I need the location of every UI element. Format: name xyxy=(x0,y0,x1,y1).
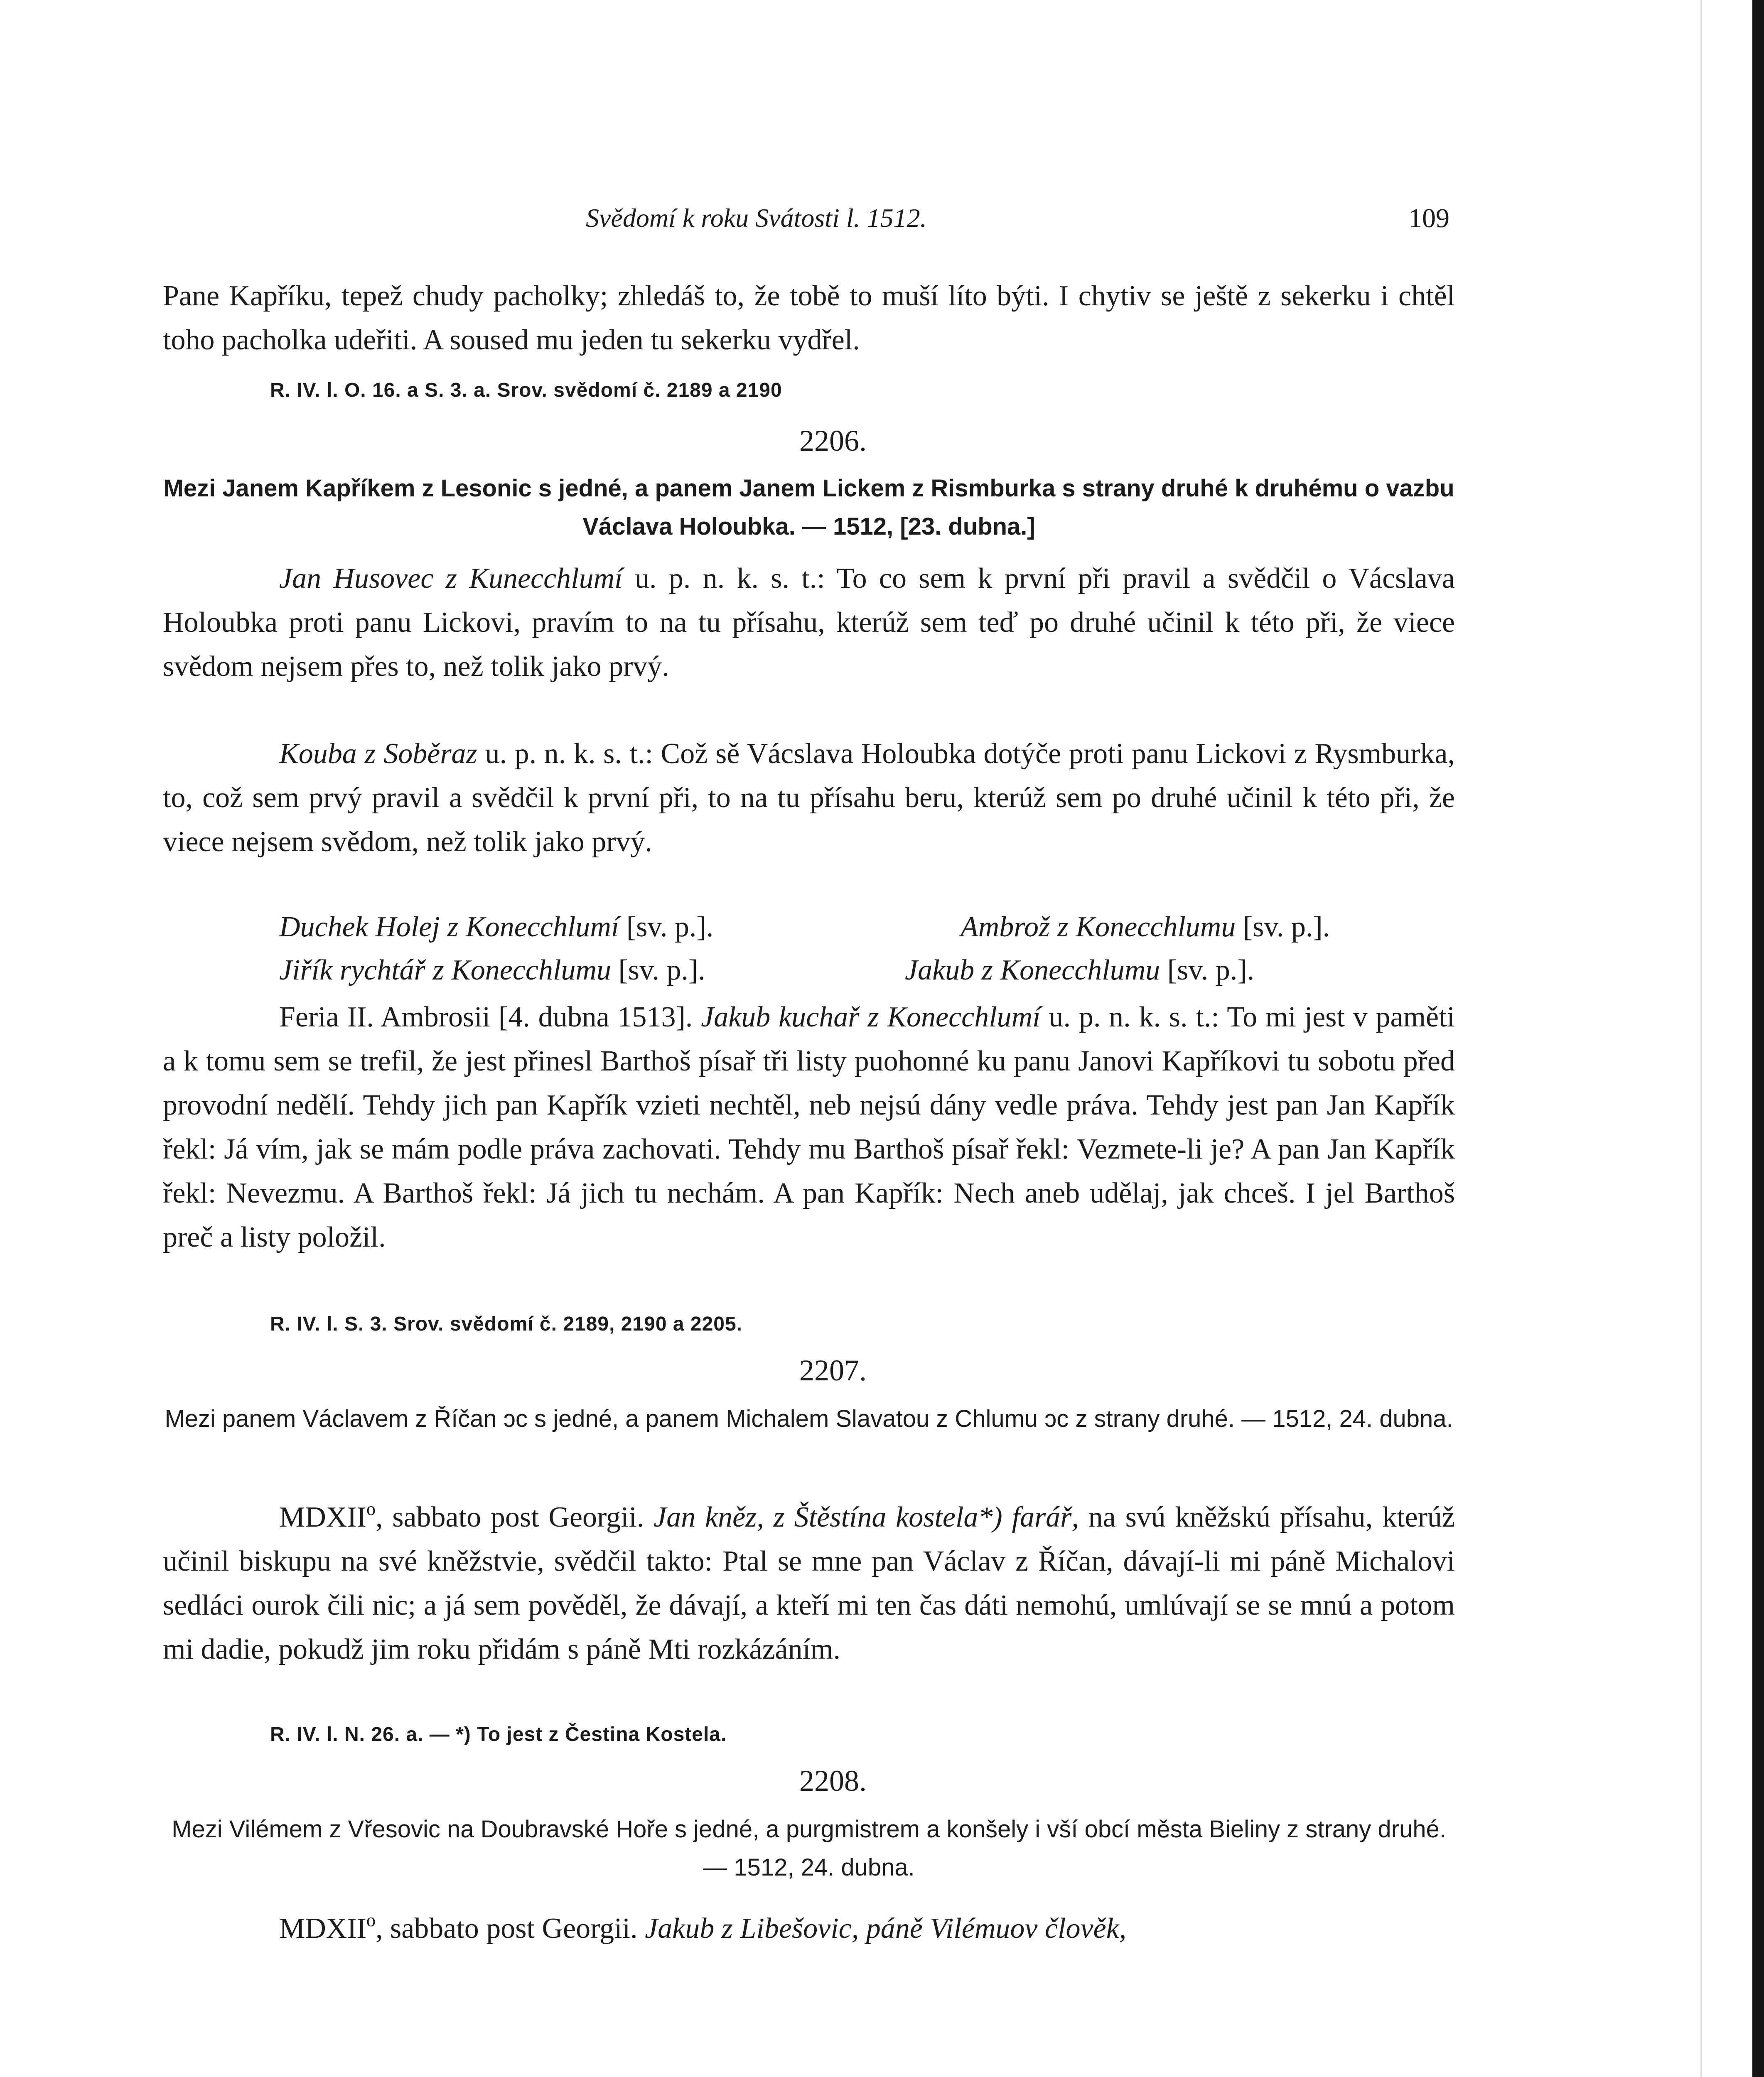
entry-number-2206: 2206. xyxy=(799,424,867,457)
witness-name: Jakub z Libešovic, páně Vilémuov člověk, xyxy=(645,1913,1127,1944)
paragraph-continued: Pane Kapříku, tepež chudy pacholky; zhledáš to, že tobě to muší líto býti. I chytiv se ještě z sekerku i chtěl toho pacholka udeřiti. A soused mu jeden tu sekerku vydřel. xyxy=(163,280,1455,356)
testimony-jan-knez: MDXII$^o$, sabbato post Georgii. Jan kněz, z Štěstína kostela*) farář, na svú kněžskú přísahu, kterúž učinil biskupu na své kněžstvie, svědčil takto: Ptal se mne pan Václav z Říčan, dávají-li mi páně Michalovi sedláci ourok čili nic; a já sem pověděl, že dávají, a kteří mi ten čas dáti nemohú, umlúvají se se mnú a potom mi dadie, pokudž jim roku přidám s páně Mti rozkázáním. xyxy=(163,1499,1455,1665)
testimony-text: u. p. n. k. s. t.: Což sě Vácslava Holoubka dotýče proti panu Lickovi z Rysmburka, to, což sem prvý pravil a svědčil k první při, to na tu přísahu beru, kterúž sem po druhé učinil k této při, že viece nejsem svědom, než tolik jako prvý. xyxy=(163,738,1455,858)
page-edge xyxy=(1700,0,1702,2077)
entry-heading-2207: Mezi panem Václavem z Říčan ɔc s jedné, a panem Michalem Slavatou z Chlumu ɔc z strany druhé. — 1512, 24. dubna. xyxy=(165,1405,1453,1432)
witness-name: Jan Husovec z Kunecchlumí xyxy=(279,562,623,594)
testimony-jakub-libesovic: MDXII$^o$, sabbato post Georgii. Jakub z Libešovic, páně Vilémuov člověk, xyxy=(279,1910,1127,1944)
running-title: Svědomí k roku Svátosti l. 1512. xyxy=(586,203,927,233)
page-number: 109 xyxy=(1408,203,1450,233)
entry-heading-2206: Mezi Janem Kapříkem z Lesonic s jedné, a panem Janem Lickem z Rismburka s strany druhé k druhému o vazbu Václava Holoubka. — 1512, [23. dubna.] xyxy=(163,475,1454,540)
testimony-husovec xyxy=(163,557,1455,689)
witness-list-item: Jakub z Konecchlumu [sv. p.]. xyxy=(905,954,1255,986)
testimony-text: na svú kněžskú přísahu, kterúž učinil biskupu na své kněžstvie, svědčil takto: Ptal se mne pan Václav z Říčan, dávají-li mi páně Michalovi sedláci ourok čili nic; a já sem pověděl, že dávají, a kteří mi ten čas dáti nemohú, umlúvají se se mnú a potom mi dadie, pokudž jim roku přidám s páně Mti rozkázáním. xyxy=(163,1501,1455,1665)
witness-name: Kouba z Soběraz xyxy=(279,738,477,770)
source-note: R. IV. l. S. 3. Srov. svědomí č. 2189, 2190 a 2205. xyxy=(270,1313,742,1335)
entry-number-2208: 2208. xyxy=(799,1764,867,1797)
testimony-kouba xyxy=(163,732,1455,864)
testimony-text: u. p. n. k. s. t.: To mi jest v paměti a k tomu sem se trefil, že jest přinesl Barthoš písař tři listy puohonné ku panu Janovi Kapříkovi tu sobotu před provodní nedělí. Tehdy jich pan Kapřík vzieti nechtěl, neb nejsú dány vedle práva. Tehdy jest pan Jan Kapřík řekl: Já vím, jak se mám podle práva zachovati. Tehdy mu Barthoš písař řekl: Vezmete-li je? A pan Jan Kapřík řekl: Nevezmu. A Barthoš řekl: Já jich tu nechám. A pan Kapřík: Nech aneb udělaj, jak chceš. I jel Barthoš preč a listy položil. xyxy=(163,1001,1455,1253)
witness-name: Jakub kuchař z Konecchlumí xyxy=(701,1001,1041,1033)
entry-number-2207: 2207. xyxy=(799,1354,867,1387)
source-note: R. IV. l. O. 16. a S. 3. a. Srov. svědomí č. 2189 a 2190 xyxy=(270,379,782,401)
scan-border-right xyxy=(1752,0,1764,2077)
testimony-kuchar: Feria II. Ambrosii [4. dubna 1513]. Jakub kuchař z Konecchlumí u. p. n. k. s. t.: To mi jest v paměti a k tomu sem se trefil, že jest přinesl Barthoš písař tři listy puohonné ku panu Janovi Kapříkovi tu sobotu před provodní nedělí. Tehdy jich pan Kapřík vzieti nechtěl, neb nejsú dány vedle práva. Tehdy jest pan Jan Kapřík řekl: Já vím, jak se mám podle práva zachovati. Tehdy mu Barthoš písař řekl: Vezmete-li je? A pan Jan Kapřík řekl: Nevezmu. A Barthoš řekl: Já jich tu nechám. A pan Kapřík: Nech aneb udělaj, jak chceš. I jel Barthoš preč a listy položil. xyxy=(163,1001,1455,1253)
witness-list-item: Ambrož z Konecchlumu [sv. p.]. xyxy=(961,911,1330,943)
witness-name: Jan kněz, z Štěstína kostela*) farář, xyxy=(654,1501,1079,1533)
witness-list-item: Jiřík rychtář z Konecchlumu [sv. p.]. xyxy=(279,954,705,986)
witness-list-item: Duchek Holej z Konecchlumí [sv. p.]. xyxy=(279,911,714,943)
entry-heading-2208: Mezi Vilémem z Vřesovic na Doubravské Hoře s jedné, a purgmistrem a konšely i vší obcí města Bieliny z strany druhé. — 1512, 24. dubna. xyxy=(172,1816,1446,1881)
testimony-text: u. p. n. k. s. t.: To co sem k první při pravil a svědčil o Vácslava Holoubka proti panu Lickovi, pravím to na tu přísahu, kterúž sem teď po druhé učinil k této při, že viece svědom nejsem přes to, než tolik jako prvý. xyxy=(163,562,1455,683)
source-note: R. IV. l. N. 26. a. — *) To jest z Čestina Kostela. xyxy=(270,1723,727,1746)
